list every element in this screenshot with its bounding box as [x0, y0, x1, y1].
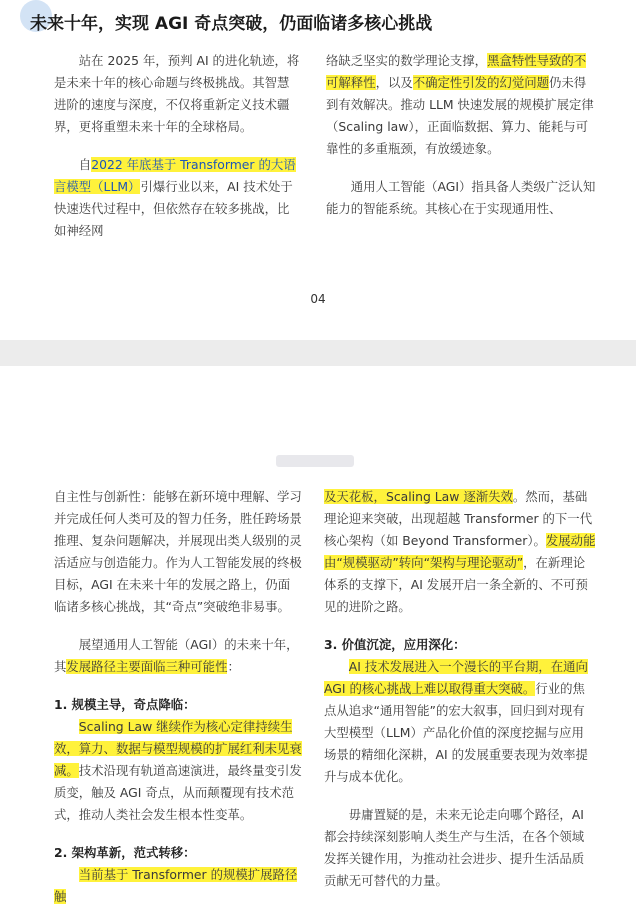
- page-separator: [0, 340, 636, 366]
- paragraph: 站在 2025 年，预判 AI 的进化轨迹，将是未来十年的核心命题与终极挑战。其智慧进阶的速度与深度，不仅将重新定义技术疆界，更将重塑未来十年的全球格局。: [54, 53, 300, 134]
- top-left-column: [54, 50, 300, 242]
- paragraph: 通用人工智能（AGI）指具备人类级广泛认知能力的智能系统。其核心在于实现通用性、: [326, 179, 596, 216]
- highlight: 不确定性引发的幻觉问题: [412, 75, 550, 90]
- highlight: Scaling Law 继续作为核心定律持续生效，算力、数据与模型规模的扩展红利未见衰减。: [54, 719, 302, 778]
- highlight: 黑盒特性导致的不可解释性: [326, 53, 587, 90]
- paragraph: 毋庸置疑的是，未来无论走向哪个路径，AI 都会持续深刻影响人类生产与生活，在各个领域发挥关键作用，为推动社会进步、提升生活品质贡献无可替代的力量。: [324, 807, 585, 888]
- top-right-column: [326, 50, 596, 220]
- bottom-left-column: [54, 486, 302, 908]
- page-title: 未来十年，实现 AGI 奇点突破，仍面临诸多核心挑战: [30, 14, 433, 34]
- highlight: 发展路径主要面临三种可能性: [66, 659, 228, 674]
- highlight: 发展动能由“规模驱动”转向“架构与理论驱动”: [324, 533, 596, 570]
- paragraph: Scaling Law 继续作为核心定律持续生效，算力、数据与模型规模的扩展红利未见衰减。技术沿现有轨道高速演进，最终量变引发质变，触及 AGI 奇点，从而颠覆现有技术范式，推动人类社会发生根本性变革。: [54, 719, 302, 822]
- paragraph: AI 技术发展进入一个漫长的平台期，在通向 AGI 的核心挑战上难以取得重大突破。行业的焦点从追求“通用智能”的宏大叙事，回归到对现有大型模型（LLM）产品化价值的深度挖掘与应用场景的精细化深耕，AI 的发展重要表现为效率提升与成本优化。: [324, 659, 588, 784]
- highlight: AI 技术发展进入一个漫长的平台期，在通向 AGI 的核心挑战上难以取得重大突破。: [324, 659, 588, 696]
- highlight: 当前基于 Transformer 的规模扩展路径触: [54, 867, 298, 904]
- bottom-right-column: [324, 486, 596, 892]
- section-heading: 2. 架构革新，范式转移：: [54, 845, 196, 860]
- paragraph: 自主性与创新性：能够在新环境中理解、学习并完成任何人类可及的智力任务，胜任跨场景推理、复杂问题解决，并展现出类人级别的灵活适应与创造能力。作为人工智能发展的终极目标，AGI 在未来十年的发展之路上，仍面临诸多核心挑战，其“奇点”突破绝非易事。: [54, 489, 302, 614]
- document-page-top: [0, 0, 636, 340]
- section-heading: 1. 规模主导，奇点降临：: [54, 697, 196, 712]
- paragraph: 自2022 年底基于 Transformer 的大语言模型（LLM）引爆行业以来，AI 技术处于快速迭代过程中，但依然存在较多挑战，比如神经网: [54, 157, 296, 238]
- paragraph: 络缺乏坚实的数学理论支撑，黑盒特性导致的不可解释性，以及不确定性引发的幻觉问题仍未得到有效解决。推动 LLM 快速发展的规模扩展定律（Scaling law），正面临数据、算力、能耗与可靠性的多重瓶颈，有放缓迹象。: [326, 53, 594, 156]
- paragraph: [54, 864, 302, 908]
- section-heading: 3. 价值沉淀，应用深化：: [324, 637, 466, 652]
- paragraph: 及天花板，Scaling Law 逐渐失效。然而，基础理论迎来突破，出现超越 Transformer 的下一代核心架构（如 Beyond Transformer）。发展动能由“规模驱动”转向“架构与理论驱动”，在新理论体系的支撑下，AI 发展开启一条全新的、不可预见的进阶之路。: [324, 489, 596, 614]
- highlight: 2022 年底基于 Transformer 的大语言模型（LLM）: [54, 157, 296, 194]
- page-header-placeholder: [276, 455, 354, 467]
- paragraph: 展望通用人工智能（AGI）的未来十年，其发展路径主要面临三种可能性：: [54, 637, 299, 674]
- page-number: 04: [310, 292, 326, 306]
- highlight: 及天花板，Scaling Law 逐渐失效: [324, 489, 513, 504]
